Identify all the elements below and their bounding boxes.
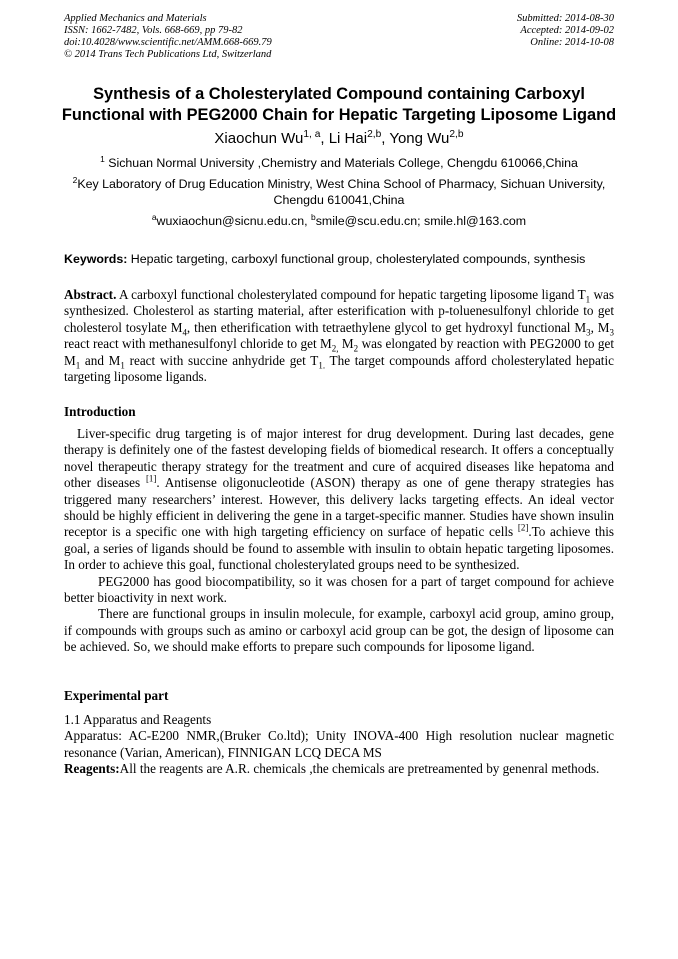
abstract-text: , then etherification with tetraethylene glycol to get hydroxyl functional M	[186, 319, 587, 335]
abstract-label: Abstract.	[64, 287, 117, 302]
journal-doi: doi:10.4028/www.scientific.net/AMM.668-669.79	[64, 37, 272, 48]
abstract-text: , M	[590, 319, 610, 335]
email-marker: a	[151, 211, 157, 222]
abstract-text: was synthesized. Cholesterol as starting material, after esterification with p-toluenesulfonyl chloride to get cholesterol tosylate M	[64, 287, 614, 335]
paragraph: PEG2000 has good biocompatibility, so it was chosen for a part of target compound for achieve better bioactivity in next work.	[64, 573, 614, 606]
email-text: wuxiaochun@sicnu.edu.cn,	[156, 214, 312, 228]
section-heading-introduction: Introduction	[64, 404, 136, 419]
keywords-label: Keywords:	[64, 252, 128, 266]
paragraph: There are functional groups in insulin molecule, for example, carboxyl acid group, amino group, if compounds with groups such as amino or carboxyl acid group can be got, the design of liposome can be achieved. So, we should make efforts to prepare such compounds for liposome ligand.	[64, 606, 614, 655]
paragraph-text: Liver-specific drug targeting is of major interest for drug development. During last decades, gene therapy is definitely one of the fastest developing fields of biomedical research. It offers a conceptually novel therapeutic therapy strategy for the treatment and cure of acquired diseases like hepatoma and other diseases	[64, 426, 614, 491]
keywords	[64, 251, 614, 267]
subscript: 2,	[331, 343, 339, 354]
affiliations	[60, 155, 618, 229]
email-marker: b	[311, 211, 316, 222]
abstract	[64, 287, 614, 385]
reagents-label: Reagents:	[64, 761, 120, 777]
online-date: Online: 2014-10-08	[530, 37, 614, 48]
citation-ref: [1]	[145, 473, 157, 484]
journal-issn: ISSN: 1662-7482, Vols. 668-669, pp 79-82	[64, 25, 243, 36]
apparatus-paragraph: Apparatus: AC-E200 NMR,(Bruker Co.ltd); Unity INOVA-400 High resolution nuclear magnetic resonance (Varian, American), FINNIGAN LCQ DECA MS	[64, 728, 614, 760]
subscript: 1.	[318, 360, 326, 371]
email-text: smile@scu.edu.cn; smile.hl@163.com	[315, 214, 527, 228]
author-list	[40, 130, 638, 148]
subscript: 1	[75, 360, 81, 371]
dates-header	[517, 13, 614, 49]
abstract-text: react react with methanesulfonyl chloride to get M	[64, 336, 332, 352]
affiliation-2	[60, 176, 618, 208]
citation-ref: [2]	[517, 523, 529, 534]
section-heading-experimental: Experimental part	[64, 688, 169, 703]
experimental-body	[64, 712, 614, 778]
reagents-paragraph	[64, 761, 614, 777]
author-affil-marker: 2,b	[449, 129, 464, 140]
affiliation-marker: 2	[72, 174, 78, 185]
keywords-text: Hepatic targeting, carboxyl functional group, cholesterylated compounds, synthesis	[127, 252, 586, 266]
abstract-text: The target compounds afford cholesterylated hepatic targeting liposome ligands.	[64, 352, 614, 385]
subscript: 2	[353, 343, 359, 354]
paper-title	[40, 84, 638, 126]
author-affil-marker: 1, a	[303, 129, 321, 140]
author-name: Yong Wu	[389, 130, 450, 147]
submitted-date: Submitted: 2014-08-30	[516, 13, 614, 24]
paragraph	[64, 426, 614, 574]
affiliation-text: Sichuan Normal University ,Chemistry and Materials College, Chengdu 610066,China	[104, 156, 578, 170]
paragraph-text: .To achieve this goal, a series of ligands should be found to assemble with insulin to obtain hepatic targeting liposomes. In order to achieve this goal, functional cholesterylated groups need to be synthesized.	[64, 524, 615, 573]
abstract-text: A carboxyl functional cholesterylated compound for hepatic targeting liposome ligand T	[116, 287, 586, 302]
subsection-heading: 1.1 Apparatus and Reagents	[64, 712, 212, 727]
author-name: Xiaochun Wu	[214, 130, 304, 147]
abstract-text: M	[338, 336, 354, 352]
affiliation-text: Key Laboratory of Drug Education Ministry, West China School of Pharmacy, Sichuan University, Chengdu 610041,China	[77, 177, 606, 207]
journal-copyright: © 2014 Trans Tech Publications Ltd, Switzerland	[64, 49, 272, 60]
affiliation-marker: 1	[100, 153, 105, 164]
reagents-text: All the reagents are A.R. chemicals ,the chemicals are pretreamented by genenral methods.	[119, 761, 600, 777]
journal-header	[64, 13, 272, 61]
journal-name: Applied Mechanics and Materials	[64, 13, 207, 24]
subscript: 1	[120, 360, 125, 371]
accepted-date: Accepted: 2014-09-02	[520, 25, 614, 36]
affiliation-1	[60, 155, 618, 171]
author-name: Li Hai	[328, 130, 368, 147]
introduction-body	[64, 426, 614, 656]
paragraph-text: . Antisense oligonucleotide (ASON) therapy as one of gene therapy strategies has triggered many researchers’ interest. However, this delivery lacks targeting effects. An ideal vector should be highly efficient in delivering the gene in a target-specific manner. Studies have shown insulin receptor is a specific one with high targeting efficiency on surface of hepatic cells	[64, 475, 614, 540]
author-emails	[60, 213, 618, 229]
author-separator: ,	[381, 130, 390, 147]
abstract-text: and M	[80, 352, 121, 368]
subscript: 3	[586, 327, 591, 338]
subscript: 1	[585, 294, 591, 305]
subscript: 3	[609, 327, 614, 338]
author-separator: ,	[320, 130, 329, 147]
title-line-1: Synthesis of a Cholesterylated Compound containing Carboxyl	[93, 85, 585, 103]
author-affil-marker: 2,b	[367, 129, 382, 140]
subscript: 4	[182, 327, 187, 338]
title-line-2: Functional with PEG2000 Chain for Hepatic Targeting Liposome Ligand	[61, 106, 617, 124]
abstract-text: react with succine anhydride get T	[124, 352, 319, 368]
abstract-text: was elongated by reaction with PEG2000 to get M	[64, 336, 615, 368]
